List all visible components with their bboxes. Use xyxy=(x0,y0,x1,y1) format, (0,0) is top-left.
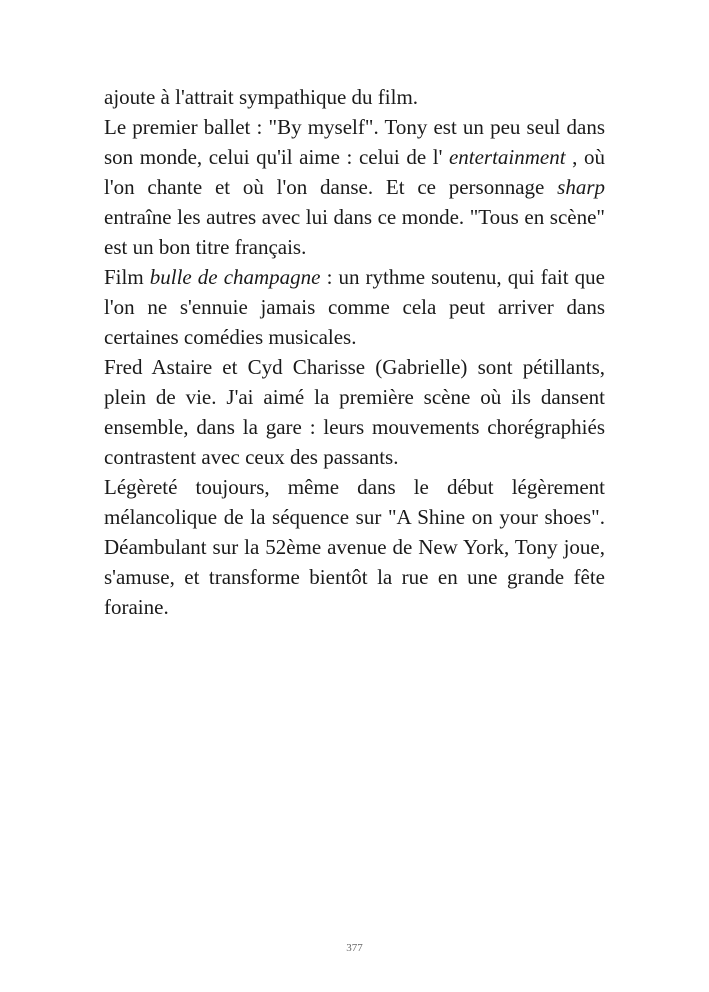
text-run: Légèreté toujours, même dans le début légèrement mélancolique de la séquence sur "A Shine on your shoes". Déambulant sur la 52ème avenue de New York, Tony joue, s'amuse, et transforme bientôt la rue en une grande fête foraine. xyxy=(104,475,605,619)
italic-text: entertainment xyxy=(448,145,566,169)
text-run: Fred Astaire et Cyd Charisse (Gabrielle) sont pétillants, plein de vie. J'ai aimé la première scène où ils dansent ensemble, dans la gare : leurs mouvements chorégraphiés contrastent avec ceux des passants. xyxy=(104,355,605,469)
italic-text: bulle de champagne xyxy=(149,265,321,289)
text-run: ajoute à l'attrait sympathique du film. xyxy=(104,85,419,109)
page-number: 377 xyxy=(346,942,363,954)
text-run: , où l'on chante et où l'on danse. Et ce personnage xyxy=(104,145,605,199)
text-run: : un rythme soutenu, qui fait que l'on ne s'ennuie jamais comme cela peut arriver dans certaines comédies musicales. xyxy=(104,265,605,349)
paragraph xyxy=(104,352,605,472)
paragraph xyxy=(104,262,605,352)
paragraph xyxy=(104,112,605,262)
text-run: Le premier ballet : "By myself". Tony est un peu seul dans son monde, celui qu'il aime : celui de l' xyxy=(104,115,605,169)
text-run: Film xyxy=(104,265,150,289)
paragraph xyxy=(104,472,605,622)
paragraph xyxy=(104,82,605,112)
italic-text: sharp xyxy=(557,175,605,199)
body-text xyxy=(104,82,605,622)
text-run: entraîne les autres avec lui dans ce monde. "Tous en scène" est un bon titre français. xyxy=(104,205,605,259)
